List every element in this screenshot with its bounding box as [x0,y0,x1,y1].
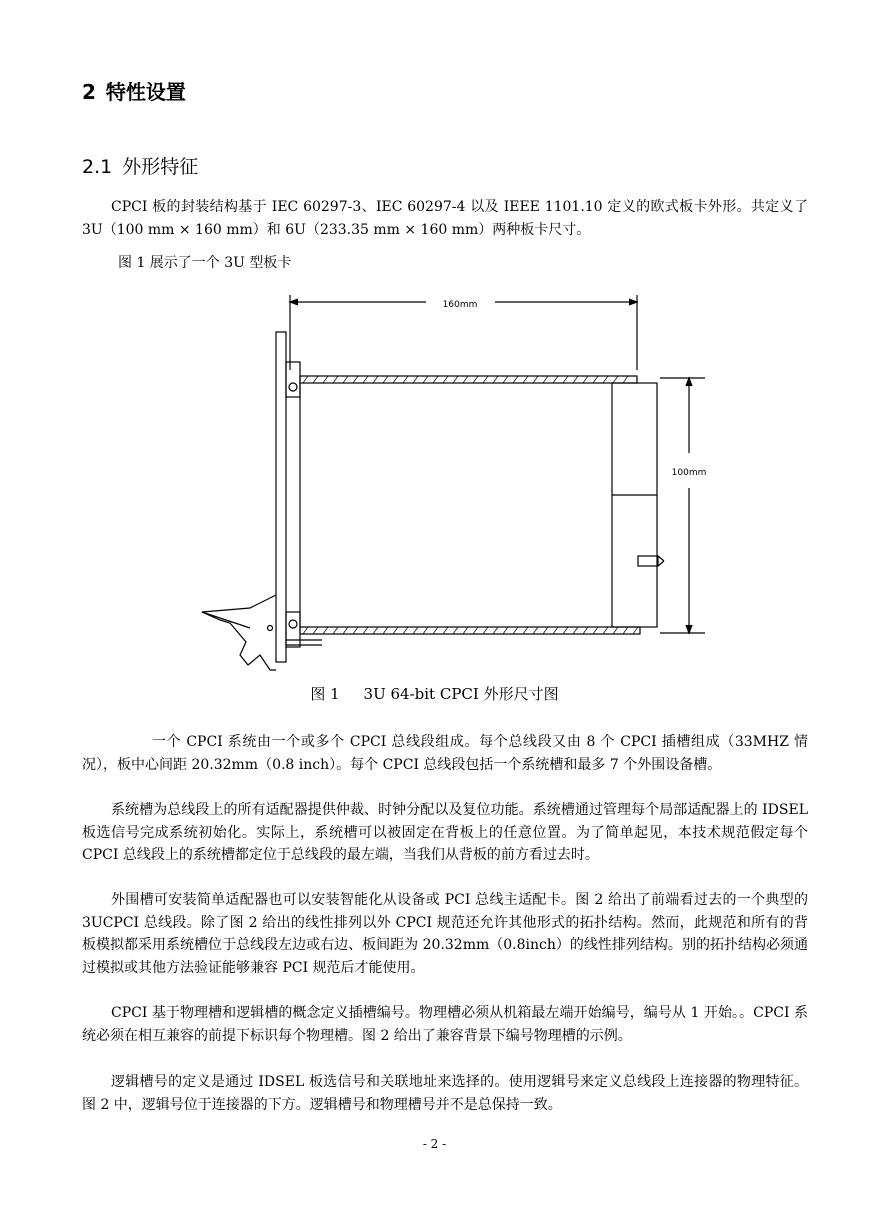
page-number: - 2 - [422,1137,447,1151]
subsection-number: 2.1 [82,156,113,178]
section-number: 2 [82,80,96,104]
body-paragraph-4: CPCI 基于物理槽和逻辑槽的概念定义插槽编号。物理槽必须从机箱最左端开始编号，编号从 1 开始。。CPCI 系统必须在相互兼容的前提下标识每个物理槽。图 2 给出了兼容背景下编号物理槽的示例。 [82,1005,808,1044]
figure-reference: 图 1 展示了一个 3U 型板卡 [118,255,292,271]
subsection-heading [82,152,198,179]
figure-caption: 图 1 3U 64-bit CPCI 外形尺寸图 [310,685,559,703]
body-paragraph-2: 系统槽为总线段上的所有适配器提供仲裁、时钟分配以及复位功能。系统槽通过管理每个局部适配器上的 IDSEL 板选信号完成系统初始化。实际上，系统槽可以被固定在背板上的任意位置。为了简单起见，本技术规范假定每个 CPCI 总线段上的系统槽都定位于总线段的最左端，当我们从背板的前方看过去时。 [82,802,808,863]
body-paragraph-3: 外围槽可安装简单适配器也可以安装智能化从设备或 PCI 总线主适配卡。图 2 给出了前端看过去的一个典型的 3UCPCI 总线段。除了图 2 给出的线性排列以外 CPCI 规范还允许其他形式的拓扑结构。然而，此规范和所有的背板模拟都采用系统槽位于总线段左边或右边、板间距为 20.32mm（0.8inch）的线性排列结构。别的拓扑结构必须通过模拟或其他方法验证能够兼容 PCI 规范后才能使用。 [82,892,808,976]
dimension-width-label: 160mm [442,300,478,310]
body-paragraph-5: 逻辑槽号的定义是通过 IDSEL 板选信号和关联地址来选择的。使用逻辑号来定义总线段上连接器的物理特征。图 2 中，逻辑号位于连接器的下方。逻辑槽号和物理槽号并不是总保持一致。 [82,1074,808,1113]
dimension-height-label: 100mm [671,468,707,478]
body-paragraph-1: 一个 CPCI 系统由一个或多个 CPCI 总线段组成。每个总线段又由 8 个 CPCI 插槽组成（33MHZ 情况），板中心间距 20.32mm（0.8 inch）。每个 CPCI 总线段包括一个系统槽和最多 7 个外围设备槽。 [82,734,808,773]
section-title: 特性设置 [105,80,186,104]
board-dimension-drawing [190,290,710,675]
intro-paragraph: CPCI 板的封装结构基于 IEC 60297-3、IEC 60297-4 以及 IEEE 1101.10 定义的欧式板卡外形。共定义了 3U（100 mm × 160 mm）和 6U（233.35 mm × 160 mm）两种板卡尺寸。 [82,199,808,238]
section-heading [82,76,186,105]
subsection-title: 外形特征 [122,156,199,178]
